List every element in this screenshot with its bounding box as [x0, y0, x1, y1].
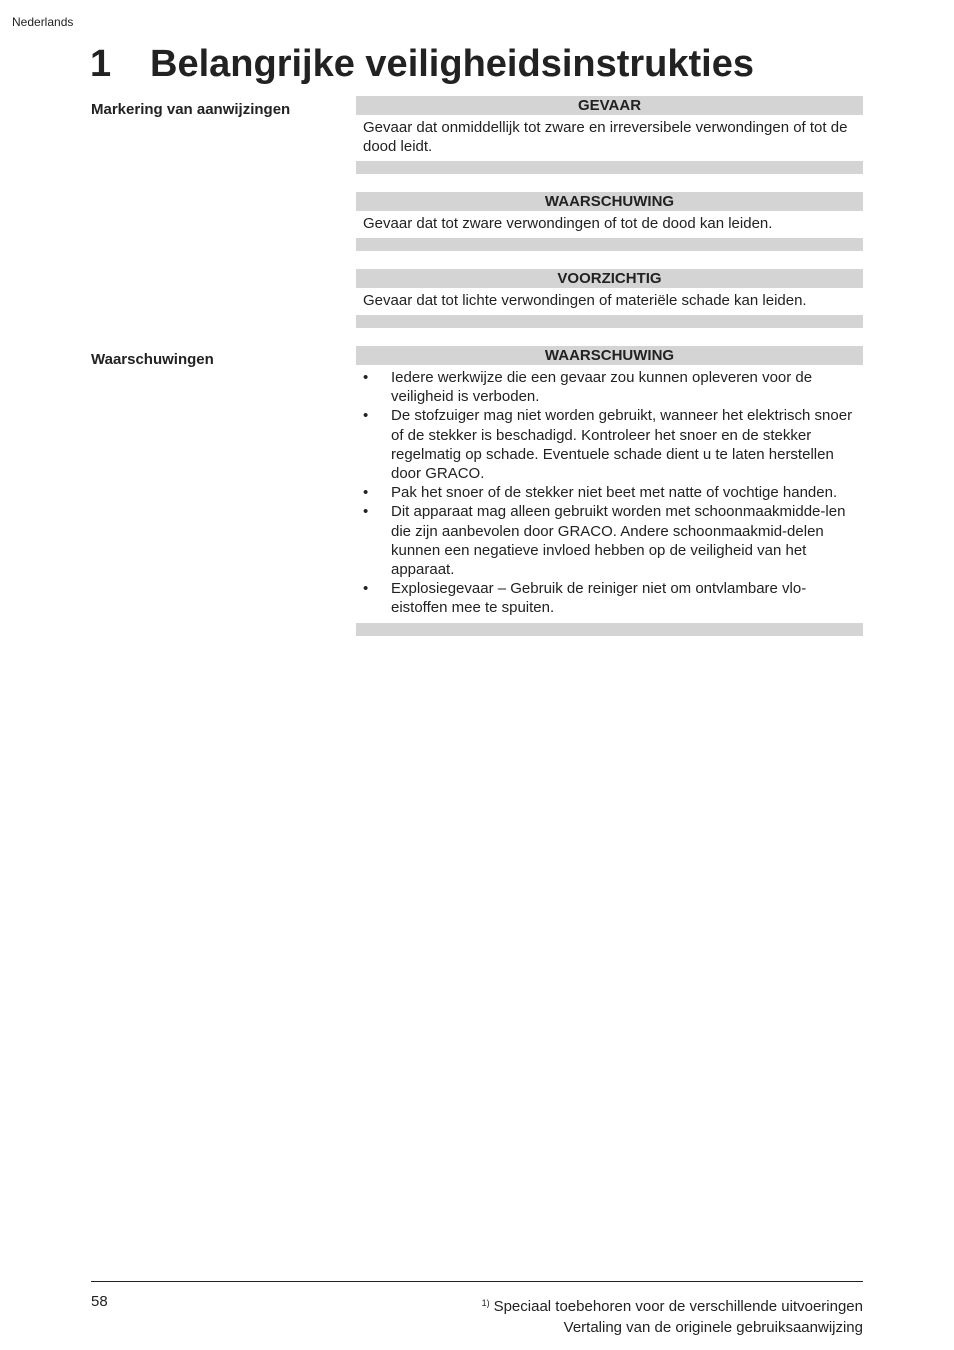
- bullet: •: [363, 580, 369, 598]
- chapter-title: Belangrijke veiligheidsinstrukties: [150, 43, 754, 85]
- footnote-marker: 1): [481, 1298, 490, 1308]
- bullet: •: [363, 407, 369, 425]
- warnings-list-heading: WAARSCHUWING: [356, 346, 863, 365]
- footnote-line: [482, 1293, 863, 1317]
- warning-box: [356, 192, 863, 251]
- list-item: [363, 368, 856, 406]
- warnings-list-body: [356, 365, 863, 623]
- language-label: Nederlands: [12, 15, 74, 29]
- caution-box-heading: VOORZICHTIG: [356, 269, 863, 288]
- bullet: •: [363, 503, 369, 521]
- caution-box-footer-bar: [356, 315, 863, 328]
- list-item: [363, 579, 856, 617]
- warnings-list-box: [356, 346, 863, 636]
- list-item-text: De stofzuiger mag niet worden gebruikt, wanneer het elektrisch snoer of de stekker is beschadigd. Kontroleer het snoer en de stekker regelmatig op schade. Eventuele schade dient u te laten herstellen door GRACO.: [391, 407, 853, 483]
- warning-box-text: Gevaar dat tot zware verwondingen of tot de dood kan leiden.: [363, 215, 773, 232]
- list-item-text: Iedere werkwijze die een gevaar zou kunnen opleveren voor de veiligheid is verboden.: [391, 369, 813, 406]
- danger-box: [356, 96, 863, 174]
- danger-box-heading: GEVAAR: [356, 96, 863, 115]
- danger-box-text: Gevaar dat onmiddellijk tot zware en irreversibele verwondingen of tot de dood leidt.: [363, 119, 848, 156]
- bullet: •: [363, 484, 369, 502]
- warnings-list: [363, 368, 856, 618]
- caution-box: [356, 269, 863, 328]
- list-item: [363, 483, 856, 502]
- danger-box-footer-bar: [356, 161, 863, 174]
- page-number: 58: [91, 1293, 108, 1310]
- chapter-heading: [90, 40, 754, 88]
- translation-note: Vertaling van de originele gebruiksaanwijzing: [563, 1319, 863, 1336]
- warning-box-heading: WAARSCHUWING: [356, 192, 863, 211]
- caution-box-text: Gevaar dat tot lichte verwondingen of materiële schade kan leiden.: [363, 292, 807, 309]
- list-item-text: Explosiegevaar – Gebruik de reiniger niet om ontvlambare vlo-eistoffen mee te spuiten.: [391, 580, 807, 617]
- list-item: [363, 406, 856, 483]
- list-item-text: Pak het snoer of de stekker niet beet met natte of vochtige handen.: [391, 484, 838, 502]
- section-label-warnings: Waarschuwingen: [91, 351, 214, 368]
- section-label-marking: Markering van aanwijzingen: [91, 101, 291, 118]
- warning-box-footer-bar: [356, 238, 863, 251]
- list-item-text: Dit apparaat mag alleen gebruikt worden met schoonmaakmidde-len die zijn aanbevolen door GRACO. Andere schoonmaakmid-delen kunnen een negatieve invloed hebben op de veiligheid van het apparaat.: [391, 503, 846, 579]
- footnote-text: Speciaal toebehoren voor de verschillende uitvoeringen: [493, 1298, 863, 1315]
- chapter-number: 1: [90, 43, 112, 85]
- list-item: [363, 502, 856, 579]
- bullet: •: [363, 369, 369, 386]
- warnings-list-footer-bar: [356, 623, 863, 636]
- footer-divider: [91, 1281, 863, 1282]
- footer-notes: [482, 1293, 863, 1338]
